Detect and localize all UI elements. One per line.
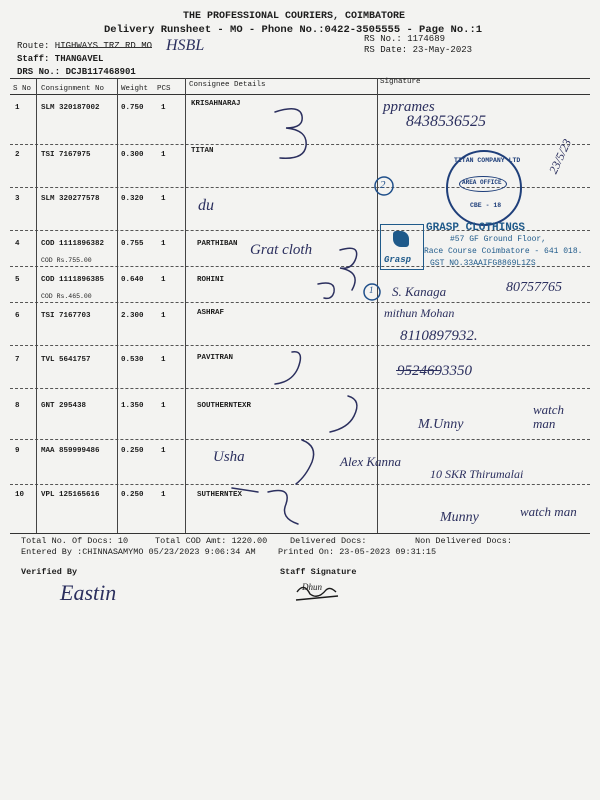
row-consignment-no: VPL 125165616 (41, 491, 100, 499)
col-header-signature: Signature (380, 78, 421, 86)
row-pcs: 1 (161, 151, 166, 159)
row-pcs: 1 (161, 447, 166, 455)
grasp-stamp-name: GRASP CLOTHINGS (426, 222, 526, 234)
row-consignee: ASHRAF (197, 309, 225, 317)
row-cod-amount: COD Rs.755.00 (41, 257, 92, 264)
titan-stamp-company: TITAN COMPANY LTD (454, 157, 521, 164)
col-header-consignment: Consignment No (41, 85, 105, 93)
row-pcs: 1 (161, 356, 166, 364)
row-consignment-no: MAA 859999486 (41, 447, 100, 455)
row-sno: 2 (15, 151, 20, 159)
verified-by-label: Verified By (21, 567, 78, 577)
verified-by-signature: Eastin (60, 580, 117, 605)
titan-stamp (446, 150, 522, 226)
row-sno: 3 (15, 195, 20, 203)
row-7-phone: 9524693350 (397, 363, 472, 379)
row-1-signature: pprames (383, 99, 435, 115)
grasp-stamp-gst: GST NO.33AAIFG8869L1ZS (430, 259, 536, 268)
drs-number: DRS No.: DCJB117468901 (17, 67, 136, 77)
runsheet-subtitle: Delivery Runsheet - MO - Phone No.:0422-3505555 - Page No.:1 (104, 24, 483, 36)
pen-squiggle-row-7 (275, 352, 300, 384)
pen-squiggle-row-6 (318, 283, 334, 298)
row-consignee: KRISAHNARAJ (191, 100, 241, 108)
printed-on: Printed On: 23-05-2023 09:31:15 (278, 547, 437, 557)
row-10-name: Munny (440, 510, 479, 525)
row-weight: 2.300 (121, 312, 144, 320)
row-9-signature: Alex Kanna (340, 454, 402, 469)
row-6-signature: mithun Mohan (384, 306, 455, 320)
row-pcs: 1 (161, 104, 166, 112)
row-consignee: SUTHERNTEX (197, 491, 243, 499)
pen-squiggle-row-1 (275, 109, 306, 158)
row-6-phone: 8110897932. (400, 328, 478, 344)
row-weight: 0.250 (121, 491, 144, 499)
pen-squiggle-row-8 (330, 396, 357, 432)
row-9-note: 10 SKR Thirumalai (430, 467, 524, 481)
pen-squiggle-row-9 (296, 440, 314, 484)
delivered-docs: Delivered Docs: (290, 536, 367, 546)
row-consignment-no: TSI 7167975 (41, 151, 91, 159)
row-pcs: 1 (161, 195, 166, 203)
row-weight: 1.350 (121, 402, 144, 410)
row-consignment-no: COD 1111896385 (41, 276, 105, 284)
row-weight: 0.750 (121, 104, 144, 112)
row-8-name: M.Unny (418, 417, 464, 432)
row-consignment-no: SLM 320277578 (41, 195, 100, 203)
row-sno: 5 (15, 276, 20, 284)
grasp-stamp-address-2: Race Course Coimbatore - 641 018. (424, 247, 583, 256)
titan-stamp-code: CBE - 18 (470, 202, 502, 209)
grasp-stamp-address-1: #57 GF Ground Floor, (450, 235, 547, 244)
row-sno: 10 (15, 491, 25, 499)
row-consignee: ROHINI (197, 276, 225, 284)
row-weight: 0.300 (121, 151, 144, 159)
col-header-consignee: Consignee Details (189, 81, 266, 89)
row-9-name: Usha (213, 449, 245, 465)
titan-stamp-office: AREA OFFICE (462, 179, 502, 186)
row-consignee: PAVITRAN (197, 354, 234, 362)
row-consignee: PARTHIBAN (197, 240, 238, 248)
row-pcs: 1 (161, 312, 166, 320)
total-docs: Total No. Of Docs: 10 (21, 536, 129, 546)
row-consignment-no: COD 1111896382 (41, 240, 105, 248)
pen-squiggle-row-10 (268, 491, 298, 525)
row-2-date: 23/5/23 (546, 136, 575, 176)
row-consignee: SOUTHERNTEXR (197, 402, 252, 410)
row-1-phone: 8438536525 (406, 113, 486, 130)
grasp-logo (380, 224, 424, 270)
col-header-pcs: PCS (157, 85, 171, 93)
rs-date: RS Date: 23-May-2023 (364, 45, 473, 55)
row-consignee: TITAN (191, 147, 214, 155)
row-5-name: S. Kanaga (392, 284, 447, 299)
staff-signature-label: Staff Signature (280, 567, 357, 577)
company-name: THE PROFESSIONAL COURIERS, COIMBATORE (183, 11, 406, 22)
row-7-strike (396, 370, 440, 371)
row-consignment-no: GNT 295438 (41, 402, 87, 410)
row-weight: 0.250 (121, 447, 144, 455)
row-pcs: 1 (161, 402, 166, 410)
row-consignment-no: TSI 7167703 (41, 312, 91, 320)
row-3-name: du (198, 197, 214, 214)
entered-by: Entered By :CHINNASAMYMO 05/23/2023 9:06:34 AM (21, 547, 256, 557)
staff-signature: Dhun (302, 582, 322, 592)
row-5-circle-number: 1 (369, 285, 374, 295)
row-sno: 1 (15, 104, 20, 112)
grasp-logo-text: Grasp (384, 255, 412, 265)
staff-label: Staff: THANGAVEL (17, 54, 104, 64)
col-header-sno: S No (13, 85, 32, 93)
row-pcs: 1 (161, 276, 166, 284)
route-handwritten-note: HSBL (166, 37, 205, 54)
row-sno: 6 (15, 312, 20, 320)
route-label: Route: HIGHWAYS TRZ RD MO (17, 41, 153, 51)
total-cod-amount: Total COD Amt: 1220.00 (155, 536, 268, 546)
pen-squiggle-row-4 (340, 248, 357, 290)
row-weight: 0.530 (121, 356, 144, 364)
row-weight: 0.755 (121, 240, 144, 248)
row-cod-amount: COD Rs.465.00 (41, 293, 92, 300)
row-weight: 0.320 (121, 195, 144, 203)
row-4-name: Grat cloth (250, 242, 313, 258)
row-sno: 8 (15, 402, 20, 410)
col-header-weight: Weight (121, 85, 149, 93)
row-consignment-no: TVL 5641757 (41, 356, 91, 364)
row-sno: 7 (15, 356, 20, 364)
row-10-role: watch man (520, 504, 577, 519)
row-sno: 9 (15, 447, 20, 455)
row-weight: 0.640 (121, 276, 144, 284)
row-5-phone: 80757765 (506, 280, 562, 295)
leaf-icon (393, 231, 409, 247)
non-delivered-docs: Non Delivered Docs: (415, 536, 512, 546)
row-consignment-no: SLM 320187002 (41, 104, 100, 112)
consignee-strike-row-10 (232, 488, 258, 492)
row-8-role: watch man (533, 402, 565, 431)
rs-number: RS No.: 1174689 (364, 34, 446, 44)
row-pcs: 1 (161, 240, 166, 248)
row-pcs: 1 (161, 491, 166, 499)
row-sno: 4 (15, 240, 20, 248)
row-2-circle-number: 2 (380, 179, 386, 191)
